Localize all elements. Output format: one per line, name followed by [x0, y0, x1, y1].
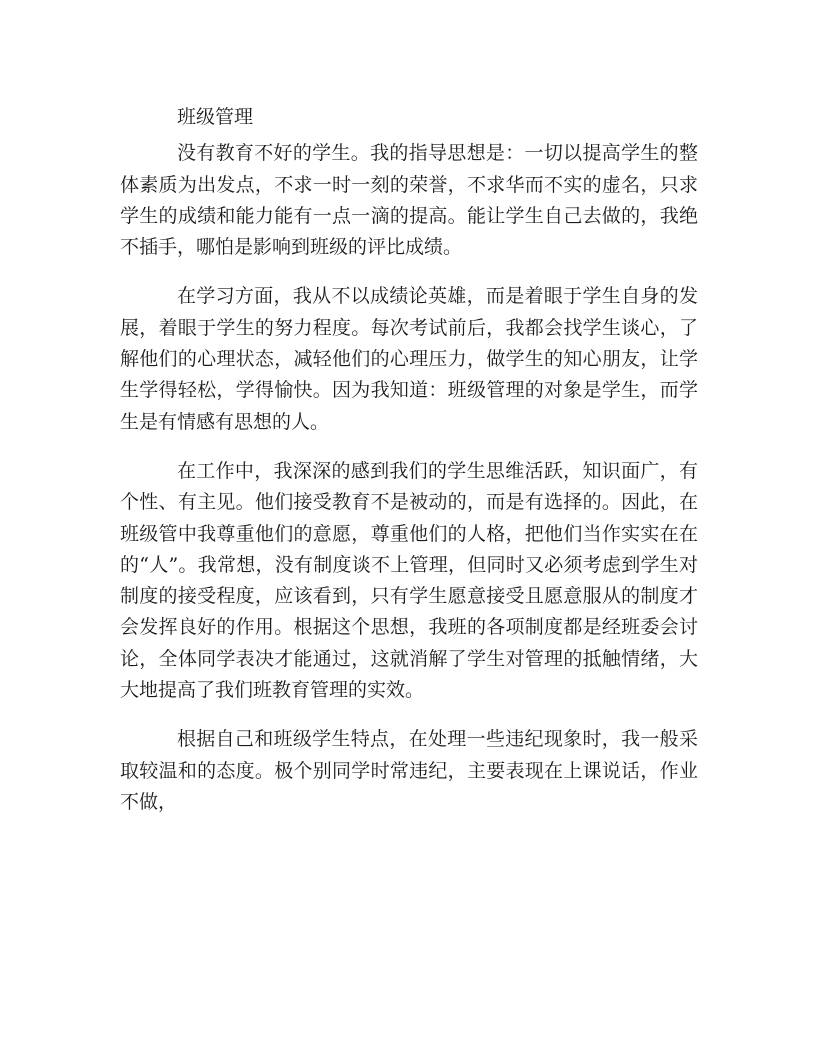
paragraph-2: 在学习方面，我从不以成绩论英雄，而是着眼于学生自身的发展，着眼于学生的努力程度。每次考试前后，我都会找学生谈心，了解他们的心理状态，减轻他们的心理压力，做学生的知心朋友，让学生学得轻松，学得愉快。因为我知道：班级管理的对象是学生，而学生是有情感有思想的人。 [120, 285, 698, 433]
document-body [120, 102, 698, 818]
document-title: 班级管理 [177, 106, 254, 128]
paragraph-1: 没有教育不好的学生。我的指导思想是：一切以提高学生的整体素质为出发点，不求一时一刻的荣誉，不求华而不实的虚名，只求学生的成绩和能力能有一点一滴的提高。能让学生自己去做的，我绝不插手，哪怕是影响到班级的评比成绩。 [120, 142, 698, 259]
paragraph-4: 根据自己和班级学生特点，在处理一些违纪现象时，我一般采取较温和的态度。极个别同学时常违纪，主要表现在上课说话，作业不做， [120, 728, 698, 813]
paragraph-3: 在工作中，我深深的感到我们的学生思维活跃，知识面广，有个性、有主见。他们接受教育不是被动的，而是有选择的。因此，在班级管中我尊重他们的意愿，尊重他们的人格，把他们当作实实在在的“人”。我常想，没有制度谈不上管理，但同时又必须考虑到学生对制度的接受程度，应该看到，只有学生愿意接受且愿意服从的制度才会发挥良好的作用。根据这个思想，我班的各项制度都是经班委会讨论，全体同学表决才能通过，这就消解了学生对管理的抵触情绪，大大地提高了我们班教育管理的实效。 [120, 459, 698, 702]
